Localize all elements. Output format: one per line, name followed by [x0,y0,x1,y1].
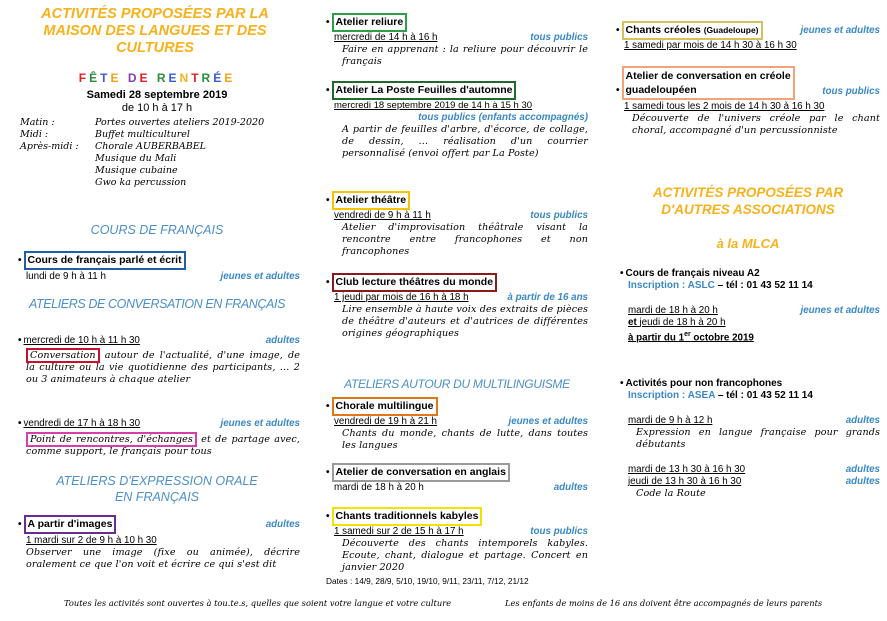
program-line: Matin : Portes ouvertes ateliers 2019-2020 [20,117,265,128]
nf2-schedule: mardi de 13 h 30 à 16 h 30 [628,464,746,476]
fete-letter: T [191,71,202,85]
theatre-block: • Atelier théâtre vendredi de 9 h à 11 h tous publics Atelier d'improvisation théâtrale visant la rencontre entre francophones et non francophones [326,190,588,259]
fete-letter: T [100,71,111,85]
club-description: Lire ensemble à haute voix des extraits de pièces de théâtre d'auteurs et d'autrices de différentes origines géographiques [342,304,588,340]
fete-title [12,71,302,85]
creoles-schedule: 1 samedi par mois de 14 h 30 à 16 h 30 [624,40,797,51]
creoles-title: Chants créoles (Guadeloupe) [622,21,763,40]
cours-audience: jeunes et adultes [220,271,300,282]
a2-start: à partir du 1er octobre 2019 [628,331,754,344]
assoc-heading: ACTIVITÉS PROPOSÉES PAR D'AUTRES ASSOCIATIONS [652,185,844,217]
conv1-box: Conversation [26,348,100,363]
feuilles-audience: tous publics (enfants accompagnés) [418,112,588,123]
chorale-audience: jeunes et adultes [508,416,588,427]
mlca-heading: à la MLCA [716,236,780,251]
a2-phone: – tél : 01 43 52 11 14 [717,280,813,291]
kabyles-description: Découverte des chants intemporels kabyles. Ecoute, chant, dialogue et partage. Concert en janvier 2020 [342,538,588,574]
cours-block [18,250,300,283]
fete-letter: É [213,71,225,85]
club-block: • Club lecture théâtres du monde 1 jeudi par mois de 16 h à 18 h à partir de 16 ans Lire ensemble à haute voix des extraits de pièces de théâtre d'auteurs et d'autrices de différentes origines géographiques [326,272,588,341]
chorale-description: Chants du monde, chants de lutte, dans toutes les langues [342,428,588,452]
fete-letter: R [201,71,214,85]
nf-inscription: Inscription : ASEA [628,390,716,401]
a2-schedule-1: mardi de 18 h à 20 h [628,305,718,316]
nf1-audience: adultes [845,415,880,426]
expr-audience: adultes [265,519,300,530]
multi-heading: ATELIERS AUTOUR DU MULTILINGUISME [344,377,570,391]
fete-letter: F [78,71,90,85]
reliure-schedule: mercredi de 14 h à 16 h [334,32,438,43]
fete-letter: Ê [89,71,101,85]
anglais-title: Atelier de conversation en anglais [332,463,510,482]
nf-phone: – tél : 01 43 52 11 14 [717,390,813,401]
conv2-schedule: vendredi de 17 h à 18 h 30 [23,418,141,429]
reliure-title: Atelier reliure [332,13,408,32]
creole-conv-description: Découverte de l'univers créole par le chant choral, accompagné d'un percussionniste [632,113,880,137]
fete-program [20,117,300,189]
program-line: Musique cubaine [95,165,178,176]
fete-letter: E [168,71,180,85]
theatre-description: Atelier d'improvisation théâtrale visant la rencontre entre francophones et non francophones [342,222,588,258]
feuilles-block: • Atelier La Poste Feuilles d'automne mercredi 18 septembre 2019 de 14 h à 15 h 30 tous publics (enfants accompagnés) A partir de feuilles d'arbre, d'écorce, de collage, de dessin, … réalisation d'un courrier personnalisé (envoi offert par La Poste) [326,80,588,161]
conv-heading: ATELIERS DE CONVERSATION EN FRANÇAIS [28,297,286,311]
cours-title: Cours de français parlé et écrit [24,251,186,270]
nf1-schedule: mardi de 9 h à 12 h [628,415,713,426]
a2-and: et [628,317,637,328]
theatre-schedule: vendredi de 9 h à 11 h [334,210,431,221]
anglais-schedule: mardi de 18 h à 20 h [334,482,424,493]
fete-letter: E [110,71,122,85]
creole-conv-title: Atelier de conversation en créole guadeloupéen [622,66,795,100]
kabyles-dates: Dates : 14/9, 28/9, 5/10, 19/10, 9/11, 23/11, 7/12, 21/12 [326,575,529,586]
fete-date: Samedi 28 septembre 2019 [86,89,228,101]
cours-schedule: lundi de 9 h à 11 h [26,271,106,282]
theatre-audience: tous publics [530,210,588,221]
fete-letter: R [156,71,169,85]
nf-description-2: Code la Route [636,488,706,500]
conv2-description: et de partage avec, comme support, le français pour tous [26,434,301,458]
expr-schedule: 1 mardi sur 2 de 9 h à 10 h 30 [26,535,157,546]
chorale-title: Chorale multilingue [332,397,438,416]
reliure-audience: tous publics [530,32,588,43]
chorale-schedule: vendredi de 19 h à 21 h [334,416,437,427]
anglais-audience: adultes [553,482,588,493]
chorale-block: • Chorale multilingue vendredi de 19 h à 21 h jeunes et adultes Chants du monde, chants de lutte, dans toutes les langues [326,396,588,452]
expr-heading: ATELIERS D'EXPRESSION ORALE EN FRANÇAIS [56,474,258,504]
conv1-description: autour de l'actualité, d'une image, de la culture ou la vie quotidienne des participants, … 2 ou 3 animateurs à chaque atelier [26,350,300,386]
creole-conv-schedule: 1 samedi tous les 2 mois de 14 h 30 à 16 h 30 [624,101,825,112]
conv2-audience: jeunes et adultes [220,418,300,429]
fete-letter: N [179,71,192,85]
conv1-block: • mercredi de 10 h à 11 h 30 adultes Conversation autour de l'actualité, d'une image, de la culture ou la vie quotidienne des participants, … 2 ou 3 animateurs à chaque atelier [18,335,300,386]
club-schedule: 1 jeudi par mois de 16 h à 18 h [334,292,469,303]
feuilles-title: Atelier La Poste Feuilles d'automne [332,81,517,100]
program-line: Musique du Mali [95,153,177,164]
bullet: • [18,255,22,266]
creole-conv-block: •Atelier de conversation en créole guadeloupéen tous publics 1 samedi tous les 2 mois de 14 h 30 à 16 h 30 Découverte de l'univers créole par le chant choral, accompagné d'un percussionniste [616,66,880,137]
nf3-schedule: jeudi de 13 h 30 à 16 h 30 [628,476,742,488]
expr-block: • A partir d'images adultes 1 mardi sur 2 de 9 h à 10 h 30 Observer une image (fixe ou animée), décrire oralement ce que l'on voit et écrire ce qui s'est dit [18,514,300,571]
creole-conv-audience: tous publics [822,86,880,97]
conv2-box: Point de rencontres, d'échanges [26,432,197,447]
fete-letter: E [224,71,236,85]
footer-right: Les enfants de moins de 16 ans doivent être accompagnés de leurs parents [505,598,823,608]
nf-block: • Activités pour non francophones Inscription : ASEA – tél : 01 43 52 11 14 mardi de 9 h à 12 h adultes Expression en langue française pour grands débutants mardi de 13 h 30 à 16 h 30 adultes jeudi de 13 h 30 à 16 h 30 adultes Code la Route [620,378,880,500]
conv1-audience: adultes [265,335,300,346]
anglais-block: • Atelier de conversation en anglais mardi de 18 h à 20 h adultes [326,462,588,494]
conv2-block: • vendredi de 17 h à 18 h 30 jeunes et adultes Point de rencontres, d'échanges et de partage avec, comme support, le français pour tous [18,418,301,458]
expr-description: Observer une image (fixe ou animée), décrire oralement ce que l'on voit et écrire ce qui s'est dit [26,547,300,571]
mlc-heading: ACTIVITÉS PROPOSÉES PAR LA MAISON DES LANGUES ET DES CULTURES [41,6,269,56]
program-line: Midi : Buffet multiculturel [20,129,190,140]
club-audience: à partir de 16 ans [507,292,588,303]
nf2-audience: adultes [845,464,880,476]
program-line: Après-midi : Chorale AUBERBABEL [20,141,206,152]
theatre-title: Atelier théâtre [332,191,411,210]
nf3-audience: adultes [845,476,880,488]
a2-schedule-2: jeudi de 18 h à 20 h [639,317,726,328]
footer-left: Toutes les activités sont ouvertes à tou.te.s, quelles que soient votre langue et votre culture [64,598,452,608]
fete-letter: E [139,71,151,85]
kabyles-schedule: 1 samedi sur 2 de 15 h à 17 h [334,526,464,537]
feuilles-schedule: mercredi 18 septembre 2019 de 14 h à 15 h 30 [334,100,533,111]
feuilles-description: A partir de feuilles d'arbre, d'écorce, de collage, de dessin, … réalisation d'un courrier personnalisé (envoi offert par La Poste) [342,124,588,160]
expr-title: A partir d'images [24,515,117,534]
kabyles-audience: tous publics [530,526,588,537]
a2-audience: jeunes et adultes [800,305,880,316]
conv1-schedule: mercredi de 10 h à 11 h 30 [23,335,140,346]
club-title: Club lecture théâtres du monde [332,273,498,292]
fete-hours: de 10 h à 17 h [121,102,193,114]
a2-inscription: Inscription : ASLC [628,280,715,291]
nf-title: Activités pour non francophones [625,378,783,389]
reliure-description: Faire en apprenant : la reliure pour découvrir le français [342,44,588,68]
creoles-block: • Chants créoles (Guadeloupe) jeunes et adultes 1 samedi par mois de 14 h 30 à 16 h 30 [616,20,880,52]
program-line: Gwo ka percussion [95,177,187,188]
a2-block: • Cours de français niveau A2 Inscription : ASLC – tél : 01 43 52 11 14 mardi de 18 h à 20 h jeunes et adultes et jeudi de 18 h à 20 h à partir du 1er octobre 2019 [620,268,880,344]
reliure-block: • Atelier reliure mercredi de 14 h à 16 h tous publics Faire en apprenant : la reliure pour découvrir le français [326,12,588,68]
creoles-audience: jeunes et adultes [800,25,880,36]
nf1-description: Expression en langue française pour grands débutants [636,427,880,451]
cours-heading: COURS DE FRANÇAIS [90,223,224,237]
kabyles-title: Chants traditionnels kabyles [332,507,483,526]
fete-letter: D [127,71,140,85]
a2-title: Cours de français niveau A2 [625,268,760,279]
kabyles-block: • Chants traditionnels kabyles 1 samedi sur 2 de 15 h à 17 h tous publics Découverte des chants intemporels kabyles. Ecoute, chant, dialogue et partage. Concert en janvier 2020 Dates : 14/9, 28/9, 5/10, 19/10, 9/11, 23/11, 7/12, 21/12 [326,506,588,586]
